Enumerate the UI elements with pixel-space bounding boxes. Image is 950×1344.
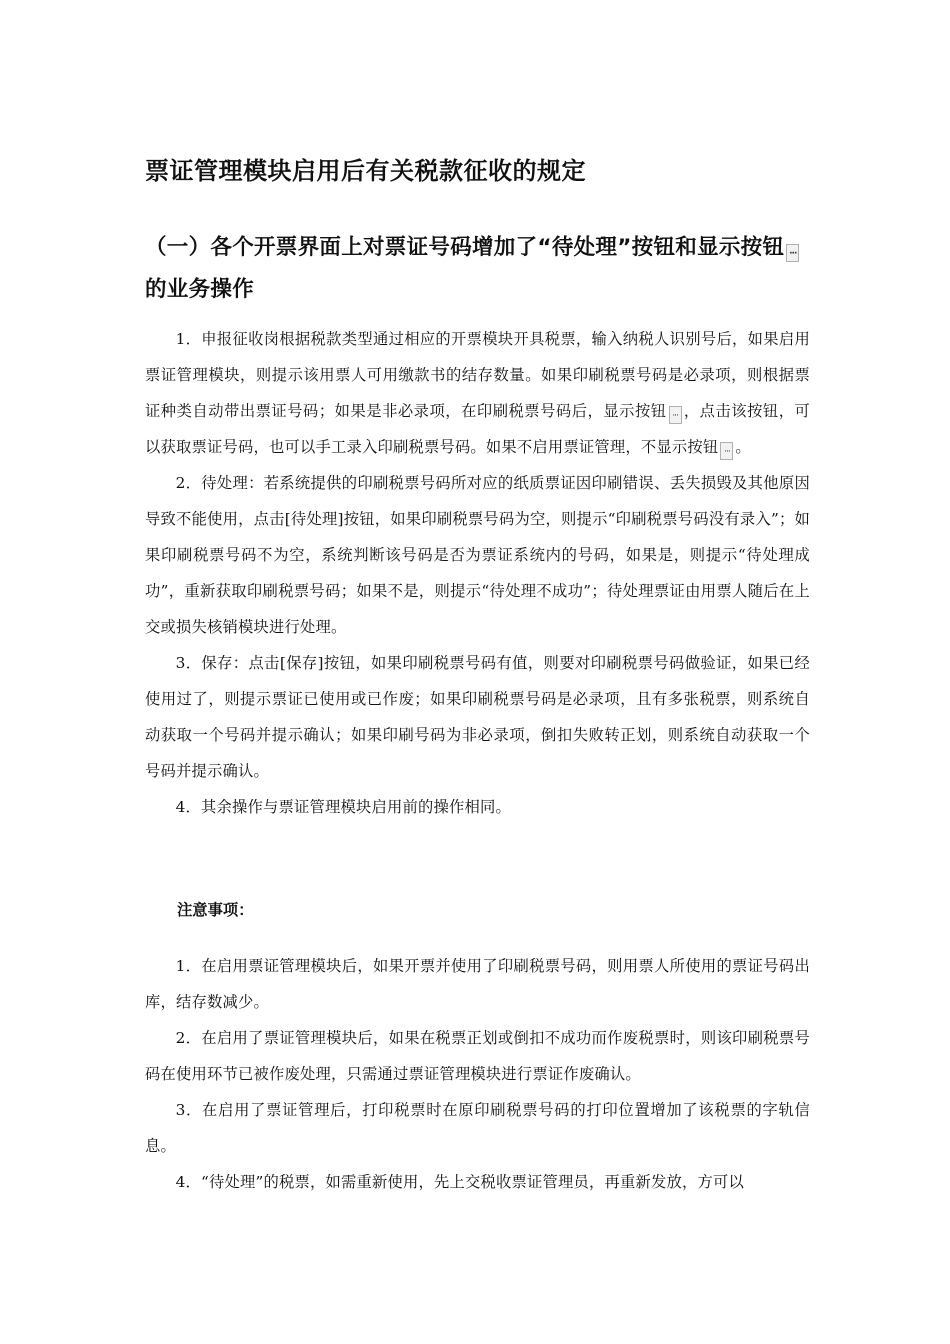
paragraph-2: 2．待处理：若系统提供的印刷税票号码所对应的纸质票证因印刷错误、丢失损毁及其他原因导致不能使用，点击[待处理]按钮，如果印刷税票号码为空，则提示“印刷税票号码没有录入”；如果印刷税票号码不为空，系统判断该号码是否为票证系统内的号码，如果是，则提示“待处理成功”，重新获取印刷税票号码；如果不是，则提示“待处理不成功”；待处理票证由用票人随后在上交或损失核销模块进行处理。: [145, 474, 810, 636]
notes-section: [145, 948, 810, 1200]
note-item: 4．“待处理”的税票，如需重新使用，先上交税收票证管理员，再重新发放，方可以: [175, 1173, 744, 1191]
paragraph-1-part-2: ，点击该按钮，可以获取票证号码，也可以手工录入印刷税票号码。如果不启用票证管理，不显示按钮: [145, 402, 810, 456]
section-heading-text-end: 的业务操作: [145, 277, 255, 302]
operations-section: [145, 321, 810, 825]
notes-heading: 注意事项：: [177, 901, 254, 919]
section-heading-text: （一）各个开票界面上对票证号码增加了“待处理”按钮和显示按钮: [145, 235, 785, 260]
note-item: 1．在启用票证管理模块后，如果开票并使用了印刷税票号码，则用票人所使用的票证号码出库，结存数减少。: [145, 957, 810, 1011]
ellipsis-button-icon: ···: [720, 442, 733, 460]
paragraph-1-part-1: 1．申报征收岗根据税款类型通过相应的开票模块开具税票，输入纳税人识别号后，如果启用票证管理模块，则提示该用票人可用缴款书的结存数量。如果印刷税票号码是必录项，则根据票证种类自动带出票证号码；如果是非必录项，在印刷税票号码后，显示按钮: [145, 330, 810, 420]
ellipsis-button-icon: ···: [669, 406, 682, 424]
paragraph-3: 3．保存：点击[保存]按钮，如果印刷税票号码有值，则要对印刷税票号码做验证，如果已经使用过了，则提示票证已使用或已作废；如果印刷税票号码是必录项，且有多张税票，则系统自动获取一个号码并提示确认；如果印刷号码为非必录项，倒扣失败转正划，则系统自动获取一个号码并提示确认。: [145, 654, 810, 780]
document-title: 票证管理模块启用后有关税款征收的规定: [145, 157, 586, 185]
note-item: 3．在启用了票证管理后，打印税票时在原印刷税票号码的打印位置增加了该税票的字轨信息。: [145, 1101, 810, 1155]
section-heading: [145, 227, 810, 311]
paragraph-1-part-3: 。: [735, 438, 751, 456]
paragraph-1: [145, 321, 810, 465]
ellipsis-button-icon: ···: [786, 244, 799, 262]
paragraph-4: 4．其余操作与票证管理模块启用前的操作相同。: [175, 798, 511, 816]
note-item: 2．在启用了票证管理模块后，如果在税票正划或倒扣不成功而作废税票时，则该印刷税票号码在使用环节已被作废处理，只需通过票证管理模块进行票证作废确认。: [145, 1029, 810, 1083]
